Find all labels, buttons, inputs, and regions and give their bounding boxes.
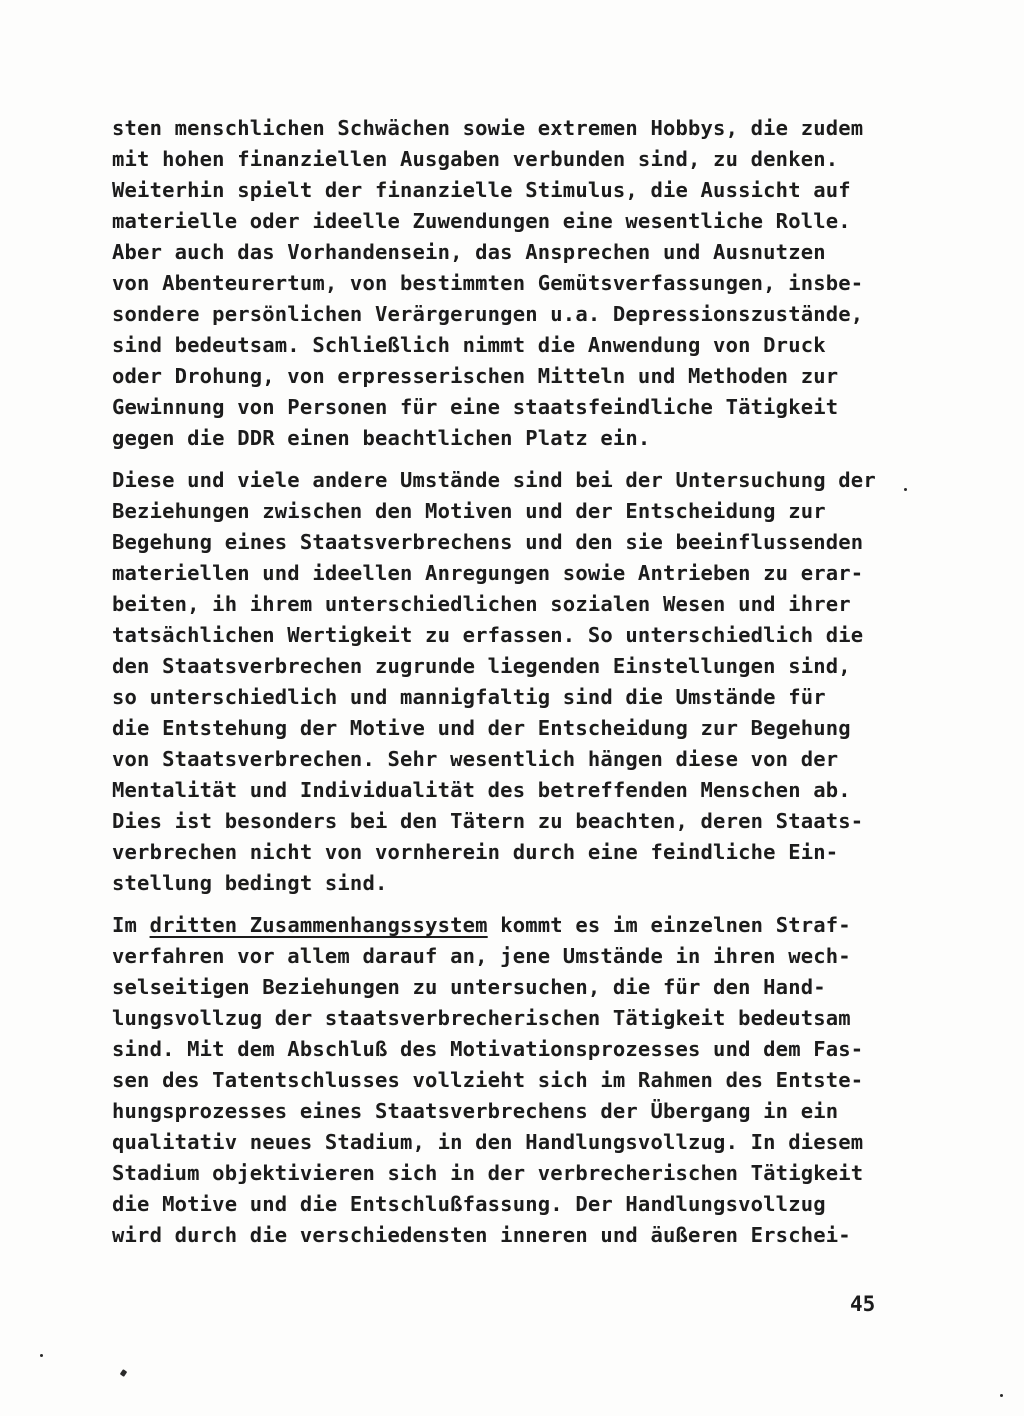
text-line: beiten, ih ihrem unterschiedlichen sozialen Wesen und ihrer: [112, 592, 851, 616]
text-line-with-underline: [112, 910, 912, 941]
text-line: sen des Tatentschlusses vollzieht sich im Rahmen des Entste-: [112, 1068, 864, 1092]
text-line: Gewinnung von Personen für eine staatsfeindliche Tätigkeit: [112, 395, 839, 419]
text-line: Beziehungen zwischen den Motiven und der Entscheidung zur: [112, 499, 826, 523]
text-line: die Motive und die Entschlußfassung. Der Handlungsvollzug: [112, 1192, 826, 1216]
text-line: Mentalität und Individualität des betreffenden Menschen ab.: [112, 778, 851, 802]
text-line: sind. Mit dem Abschluß des Motivationsprozesses und dem Fas-: [112, 1037, 864, 1061]
text-line: mit hohen finanziellen Ausgaben verbunden sind, zu denken.: [112, 147, 839, 171]
scan-speck: [120, 1369, 128, 1377]
text-line: oder Drohung, von erpresserischen Mitteln und Methoden zur: [112, 364, 839, 388]
text-line: die Entstehung der Motive und der Entscheidung zur Begehung: [112, 716, 851, 740]
text-line: materielle oder ideelle Zuwendungen eine wesentliche Rolle.: [112, 209, 851, 233]
text-line: materiellen und ideellen Anregungen sowie Antrieben zu erar-: [112, 561, 864, 585]
text-line: Diese und viele andere Umstände sind bei der Untersuchung der: [112, 468, 876, 492]
text-line: Stadium objektivieren sich in der verbrecherischen Tätigkeit: [112, 1161, 864, 1185]
text-line: verfahren vor allem darauf an, jene Umstände in ihren wech-: [112, 944, 851, 968]
text-line: von Staatsverbrechen. Sehr wesentlich hängen diese von der: [112, 747, 839, 771]
text-line: so unterschiedlich und mannigfaltig sind die Umstände für: [112, 685, 826, 709]
paragraph-1: [112, 113, 912, 454]
text-line: verbrechen nicht von vornherein durch eine feindliche Ein-: [112, 840, 839, 864]
text-run: kommt es im einzelnen Straf-: [487, 913, 851, 937]
paragraph-2: [112, 465, 912, 899]
text-line: Begehung eines Staatsverbrechens und den sie beeinflussenden: [112, 530, 864, 554]
text-line: sondere persönlichen Verärgerungen u.a. Depressionszustände,: [112, 302, 864, 326]
text-run: Im: [112, 913, 150, 937]
text-line: Weiterhin spielt der finanzielle Stimulus, die Aussicht auf: [112, 178, 851, 202]
text-line: von Abenteurertum, von bestimmten Gemütsverfassungen, insbe-: [112, 271, 864, 295]
scan-speck: [40, 1354, 43, 1357]
text-line: stellung bedingt sind.: [112, 871, 388, 895]
text-line: Dies ist besonders bei den Tätern zu beachten, deren Staats-: [112, 809, 864, 833]
text-line: den Staatsverbrechen zugrunde liegenden Einstellungen sind,: [112, 654, 851, 678]
text-line: Aber auch das Vorhandensein, das Ansprechen und Ausnutzen: [112, 240, 826, 264]
scan-speck: [904, 488, 907, 491]
text-line: wird durch die verschiedensten inneren und äußeren Erschei-: [112, 1223, 851, 1247]
text-line: hungsprozesses eines Staatsverbrechens der Übergang in ein: [112, 1099, 839, 1123]
text-line: gegen die DDR einen beachtlichen Platz ein.: [112, 426, 651, 450]
text-line: sind bedeutsam. Schließlich nimmt die Anwendung von Druck: [112, 333, 826, 357]
body-text: [112, 113, 912, 1251]
scan-speck: [1000, 1394, 1003, 1397]
paragraph-3: [112, 910, 912, 1251]
text-line: tatsächlichen Wertigkeit zu erfassen. So unterschiedlich die: [112, 623, 864, 647]
text-line: selseitigen Beziehungen zu untersuchen, die für den Hand-: [112, 975, 826, 999]
text-line: lungsvollzug der staatsverbrecherischen Tätigkeit bedeutsam: [112, 1006, 851, 1030]
underlined-term: dritten Zusammenhangssystem: [149, 913, 488, 937]
page-number: 45: [850, 1292, 876, 1316]
text-line: qualitativ neues Stadium, in den Handlungsvollzug. In diesem: [112, 1130, 864, 1154]
text-line: sten menschlichen Schwächen sowie extremen Hobbys, die zudem: [112, 116, 864, 140]
